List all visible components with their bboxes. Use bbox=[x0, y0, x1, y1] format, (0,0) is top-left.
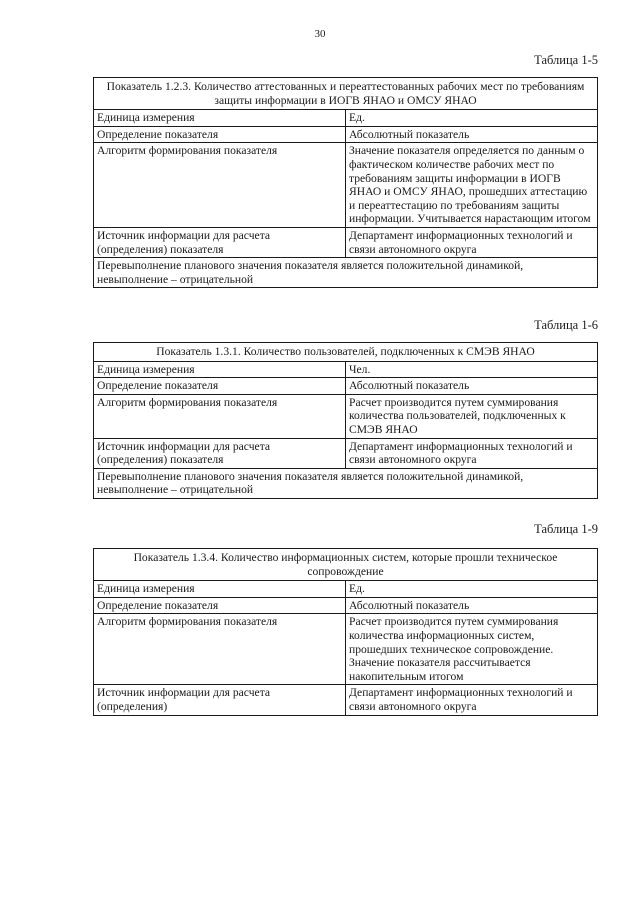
indicator-title: Показатель 1.3.4. Количество информационных систем, которые прошли техническое сопровождение bbox=[94, 549, 598, 581]
indicator-title: Показатель 1.2.3. Количество аттестованных и переаттестованных рабочих мест по требованиям защиты информации в ИОГВ ЯНАО и ОМСУ ЯНАО bbox=[94, 78, 598, 110]
row-value: Ед. bbox=[346, 110, 598, 127]
row-value: Абсолютный показатель bbox=[346, 378, 598, 395]
row-label: Алгоритм формирования показателя bbox=[94, 614, 346, 685]
table-caption: Таблица 1-9 bbox=[534, 522, 598, 536]
row-value: Расчет производится путем суммирования количества информационных систем, прошедших техническое сопровождение. Значение показателя рассчитывается накопительным итогом bbox=[346, 614, 598, 685]
row-value: Департамент информационных технологий и связи автономного округа bbox=[346, 438, 598, 468]
page-number: 30 bbox=[314, 28, 326, 40]
row-label: Определение показателя bbox=[94, 597, 346, 614]
indicator-table bbox=[93, 342, 598, 499]
indicator-table bbox=[93, 548, 598, 716]
indicator-table bbox=[93, 77, 598, 288]
indicator-note: Перевыполнение планового значения показателя является положительной динамикой, невыполнение – отрицательной bbox=[94, 468, 598, 498]
row-value: Департамент информационных технологий и связи автономного округа bbox=[346, 227, 598, 257]
row-value: Абсолютный показатель bbox=[346, 597, 598, 614]
table-caption: Таблица 1-6 bbox=[534, 318, 598, 332]
row-label: Единица измерения bbox=[94, 581, 346, 598]
row-value: Чел. bbox=[346, 361, 598, 378]
row-value: Ед. bbox=[346, 581, 598, 598]
row-label: Источник информации для расчета (определения) показателя bbox=[94, 227, 346, 257]
row-label: Источник информации для расчета (определения) показателя bbox=[94, 438, 346, 468]
row-label: Источник информации для расчета (определения) bbox=[94, 685, 346, 715]
row-label: Определение показателя bbox=[94, 126, 346, 143]
indicator-note: Перевыполнение планового значения показателя является положительной динамикой, невыполнение – отрицательной bbox=[94, 258, 598, 288]
row-value: Департамент информационных технологий и связи автономного округа bbox=[346, 685, 598, 715]
row-value: Абсолютный показатель bbox=[346, 126, 598, 143]
row-value: Расчет производится путем суммирования количества пользователей, подключенных к СМЭВ ЯНАО bbox=[346, 394, 598, 438]
row-label: Алгоритм формирования показателя bbox=[94, 143, 346, 228]
indicator-title: Показатель 1.3.1. Количество пользователей, подключенных к СМЭВ ЯНАО bbox=[94, 343, 598, 362]
row-label: Единица измерения bbox=[94, 110, 346, 127]
row-label: Единица измерения bbox=[94, 361, 346, 378]
row-label: Определение показателя bbox=[94, 378, 346, 395]
row-label: Алгоритм формирования показателя bbox=[94, 394, 346, 438]
row-value: Значение показателя определяется по данным о фактическом количестве рабочих мест по требованиям защиты информации в ИОГВ ЯНАО и ОМСУ ЯНАО, прошедших аттестацию и переаттестацию по требованиям защиты информации. Учитывается нарастающим итогом bbox=[346, 143, 598, 228]
table-caption: Таблица 1-5 bbox=[534, 53, 598, 67]
